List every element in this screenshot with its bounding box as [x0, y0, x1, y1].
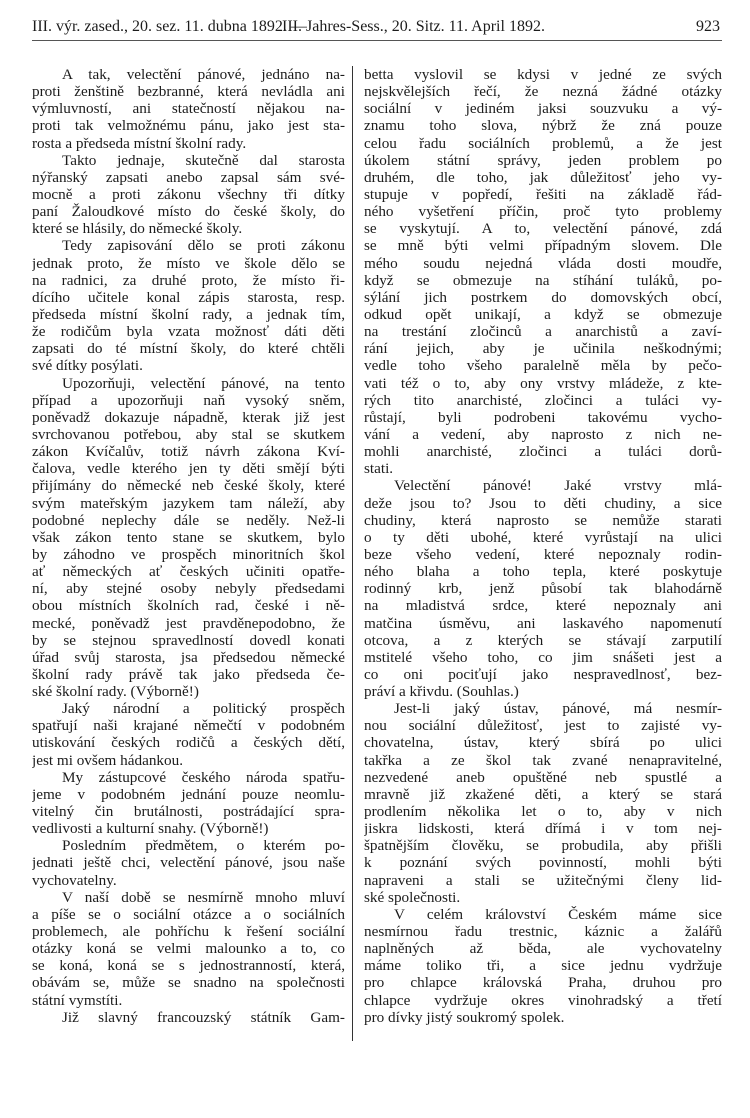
text-line: školní rady právě tak jako předseda če-	[32, 665, 345, 683]
text-line: beze všeho vedení, které nepoznaly rodin-	[364, 545, 722, 563]
paragraph	[32, 889, 345, 1009]
text-line: Již slavný francouzský státník Gam-	[62, 1008, 345, 1026]
text-line: druhém, dle toho, jak důležitosť jeho vy-	[364, 168, 722, 186]
paragraph	[32, 66, 345, 152]
text-line: nejskvělejších řečí, že nezná žádné otázky	[364, 83, 722, 101]
text-line: na mladistvá srdce, které nepoznaly ani	[364, 597, 722, 615]
text-line: Posledním předmětem, o kterém po-	[62, 837, 345, 855]
text-line: Upozorňuji, velectění pánové, na tento	[62, 374, 345, 392]
text-line: úkolem státní správy, jeden problem po	[364, 151, 722, 169]
text-line: takřka a ze škol tak zvané nenapravitelné,	[364, 751, 722, 769]
text-line: výmluvností, ani statečností nějakou na-	[32, 100, 345, 118]
text-line: znamu toho slova, nýbrž že zná pouze	[364, 117, 722, 135]
text-line: nezvedené aneb opuštěné neb spustlé a	[364, 768, 722, 786]
paragraph	[32, 152, 345, 238]
text-line: mstitelé všeho toho, co jim snášeti jest a	[364, 648, 722, 666]
text-line: paní Žaloudkové místo do české školy, do	[32, 203, 345, 221]
text-line: čalova, vedle kterého jen ty děti smějí býti	[32, 460, 345, 478]
text-line: Tedy zapisování dělo se proti zákonu	[62, 237, 345, 255]
text-line: Jest-li jaký ústav, pánové, má nesmír-	[394, 700, 722, 718]
text-line: se koná, koná se s jednostranností, která,	[32, 957, 345, 975]
text-line: V celém království Českém máme sice	[394, 905, 722, 923]
text-line: Takto jednaje, skutečně dal starosta	[62, 151, 345, 169]
text-line: celou řadu sociálních problemů, a že jest	[364, 134, 722, 152]
paragraph	[32, 837, 345, 888]
text-line: by záhodno ve prospěch minoritních škol	[32, 545, 345, 563]
text-line: na radnici, za druhé proto, že místo ři-	[32, 271, 345, 289]
text-line: jest mi ovšem hádankou.	[32, 751, 184, 769]
text-line: rání jejich, aby je učinila neškodnými;	[364, 340, 722, 358]
text-line: ní, aby stejné osoby nebyly předsedami	[32, 580, 345, 598]
text-line: matčina úsměvu, ani laskavého napomenutí	[364, 614, 722, 632]
paragraph	[364, 66, 722, 477]
page-number: 923	[696, 18, 720, 35]
text-line: podobné neplechy dále se neděly. Než-li	[32, 511, 345, 529]
text-line: A tak, velectění pánové, jednáno na-	[62, 66, 345, 83]
text-line: otcova, a z kterých se stávají zarputilí	[364, 631, 722, 649]
text-line: napraveni a stali se užitečnými členy lid-	[364, 871, 722, 889]
text-line: mého soudu nejedná vláda dosti moudře,	[364, 254, 722, 272]
text-line: svým mateřským jazykem tam náleží, aby	[32, 494, 345, 512]
text-line: práví a křivdu. (Souhlas.)	[364, 683, 519, 701]
text-line: pro dívky jistý soukromý spolek.	[364, 1008, 565, 1026]
paragraph	[32, 237, 345, 374]
text-line: nesmírnou řadu trestnic, káznic a žalářů	[364, 923, 722, 941]
text-line: ať německých ať českých učiniti opatře-	[32, 563, 345, 581]
column-divider	[352, 66, 353, 1041]
text-line: vati též o to, aby ony vrstvy mládeže, z kte-	[364, 374, 722, 392]
text-line: chlapce vydržuje okres vinohradský a třetí	[364, 991, 722, 1009]
text-line: svrchovanou potřebou, aby stal se skutkem	[32, 425, 345, 443]
text-line: a píše se o sociální otázce a o sociálních	[32, 905, 345, 923]
text-line: proti tak velmožnému pánu, jako jest sta-	[32, 117, 345, 135]
text-line: špatnějším člověku, se probudila, aby přišli	[364, 837, 722, 855]
text-line: nou sociální důležitosť, jest to zajisté vy-	[364, 717, 722, 735]
text-line: ného blaha a toho tepla, které poskytuje	[364, 563, 722, 581]
paragraph	[32, 1009, 345, 1026]
text-line: spatřují naši krajané němečtí v podobném	[32, 717, 345, 735]
text-line: proti ženštině bezbranné, která nevládla ani	[32, 83, 345, 101]
text-line: ské školní rady. (Výborně!)	[32, 683, 199, 701]
text-line: že rodičům byla vzata možnosť dáti děti	[32, 323, 345, 341]
paragraph	[32, 769, 345, 838]
text-line: které se hlásily, do německé školy.	[32, 220, 243, 238]
text-line: V naší době se nesmírně mnoho mluví	[62, 888, 345, 906]
text-line: co oni pociťují jako nespravedlnosť, bez-	[364, 665, 722, 683]
text-line: se mně býti velmi případným slovem. Dle	[364, 237, 722, 255]
text-line: chudiny, která naprosto se nemůže starati	[364, 511, 722, 529]
text-line: mravně již zkažené děti, a který se stará	[364, 785, 722, 803]
text-line: zapsati do té místní školy, do které chtěli	[32, 340, 345, 358]
header-german: III. Jahres-Sess., 20. Sitz. 11. April 1892.	[282, 18, 545, 35]
text-line: naplněných až běda, ale vychovatelny	[364, 940, 722, 958]
text-line: sociální v jediném jaksi souzvuku a vý-	[364, 100, 722, 118]
text-line: rodinný krb, jenž působí tak blahodárně	[364, 580, 722, 598]
right-column	[364, 66, 722, 1026]
text-line: vychovatelny.	[32, 871, 117, 889]
text-line: když se obmezuje na stíhání tuláků, po-	[364, 271, 722, 289]
text-line: odkud opět unikají, a když se obmezuje	[364, 305, 722, 323]
text-line: rých tito anarchisté, zločinci a tuláci vy-	[364, 391, 722, 409]
text-line: jednak proto, že místo ve škole dělo se	[32, 254, 345, 272]
text-line: Velectění pánové! Jaké vrstvy mlá-	[394, 477, 722, 495]
paragraph	[32, 700, 345, 769]
paragraph	[364, 906, 722, 1026]
text-line: by se stejnou spravedlností dovedl konati	[32, 631, 345, 649]
text-line: nýřanský zapsati anebo zapsal sám své-	[32, 168, 345, 186]
running-header	[32, 14, 722, 41]
text-line: prodlením několika let o to, aby v nich	[364, 803, 722, 821]
text-line: své dítky posýlati.	[32, 357, 143, 375]
text-line: poněvadž dokazuje nápadně, kterak již jest	[32, 408, 345, 426]
text-line: přijímány do německé neb české školy, které	[32, 477, 345, 495]
text-line: vitelný čin brutálnosti, postrádající spra-	[32, 803, 345, 821]
text-line: obávám se, může se snadno na společnosti	[32, 974, 345, 992]
text-line: úřad svůj starosta, jsa předsedou německé	[32, 648, 345, 666]
paragraph	[364, 477, 722, 700]
text-line: stati.	[364, 460, 394, 478]
text-line: státní vymstíti.	[32, 991, 123, 1009]
text-line: utiskování českých rodičů a českých dětí,	[32, 734, 345, 752]
text-line: máme toliko tři, a sice jednu vydržuje	[364, 957, 722, 975]
text-line: růstají, byli podrobeni takovému vycho-	[364, 408, 722, 426]
text-line: o ty děti ubohé, které vyrůstají na ulici	[364, 528, 722, 546]
text-line: Jaký národní a politický prospěch	[62, 700, 345, 718]
text-line: ného vyšetření příčin, proč tyto problemy	[364, 203, 722, 221]
text-line: chovatelna, ústav, který sbírá po ulici	[364, 734, 722, 752]
text-line: otázky koná se velmi malounko a to, co	[32, 940, 345, 958]
text-line: pro chlapce královská Praha, druhou pro	[364, 974, 722, 992]
text-line: mohli anarchisté, zločinci a tuláci dorů-	[364, 443, 722, 461]
text-line: však zákon tento stane se skutkem, bylo	[32, 528, 345, 546]
text-line: předseda místní školní rady, a jednak tím,	[32, 305, 345, 323]
paragraph	[364, 700, 722, 906]
text-line: mocně a proti zákonu všechny tři dítky	[32, 185, 345, 203]
text-line: vání a vedení, aby naprosto z nich ne-	[364, 425, 722, 443]
text-line: vedlivosti a kulturní snahy. (Výborně!)	[32, 820, 269, 838]
left-column	[32, 66, 345, 1026]
text-line: jednati ještě chci, velectění pánové, jsou naše	[32, 854, 345, 872]
header-czech: III. výr. zased., 20. sez. 11. dubna 1892. —	[32, 18, 307, 35]
paragraph	[32, 375, 345, 701]
text-line: deže jsou to? Jsou to děti chudiny, a sice	[364, 494, 722, 512]
text-line: se vyskytují. A to, velectění pánové, zdá	[364, 220, 722, 238]
text-line: na trestání zločinců a anarchistů a zaví-	[364, 323, 722, 341]
text-line: zákon Kvíčalův, totiž návrh zákona Kví-	[32, 443, 345, 461]
text-line: jiskra lidskosti, která dřímá i v tom nej-	[364, 820, 722, 838]
text-line: dícího učitele konal zápis starosta, resp.	[32, 288, 345, 306]
text-line: problemech, ale pohříchu k řešení sociální	[32, 923, 345, 941]
text-line: vedle toho všeho paralelně měla by pečo-	[364, 357, 722, 375]
text-line: sýlání jich postrkem do domovských obcí,	[364, 288, 722, 306]
text-line: rosta a předseda místní školní rady.	[32, 134, 247, 152]
text-line: mecké, poněvadž jest pravděnepodobno, že	[32, 614, 345, 632]
text-line: obou místních školních rad, české i ně-	[32, 597, 345, 615]
text-line: ské společnosti.	[364, 888, 461, 906]
text-line: jeme v podobném jednání pouze neomlu-	[32, 785, 345, 803]
text-line: betta vyslovil se kdysi v jedné ze svých	[364, 66, 722, 83]
text-line: My zástupcové českého národa spatřu-	[62, 768, 345, 786]
text-line: stupuje v popředí, řešiti na základě řád-	[364, 185, 722, 203]
text-line: k poznání svých povinností, mohli býti	[364, 854, 722, 872]
text-line: případ a upozorňuji naň vysoký sněm,	[32, 391, 345, 409]
